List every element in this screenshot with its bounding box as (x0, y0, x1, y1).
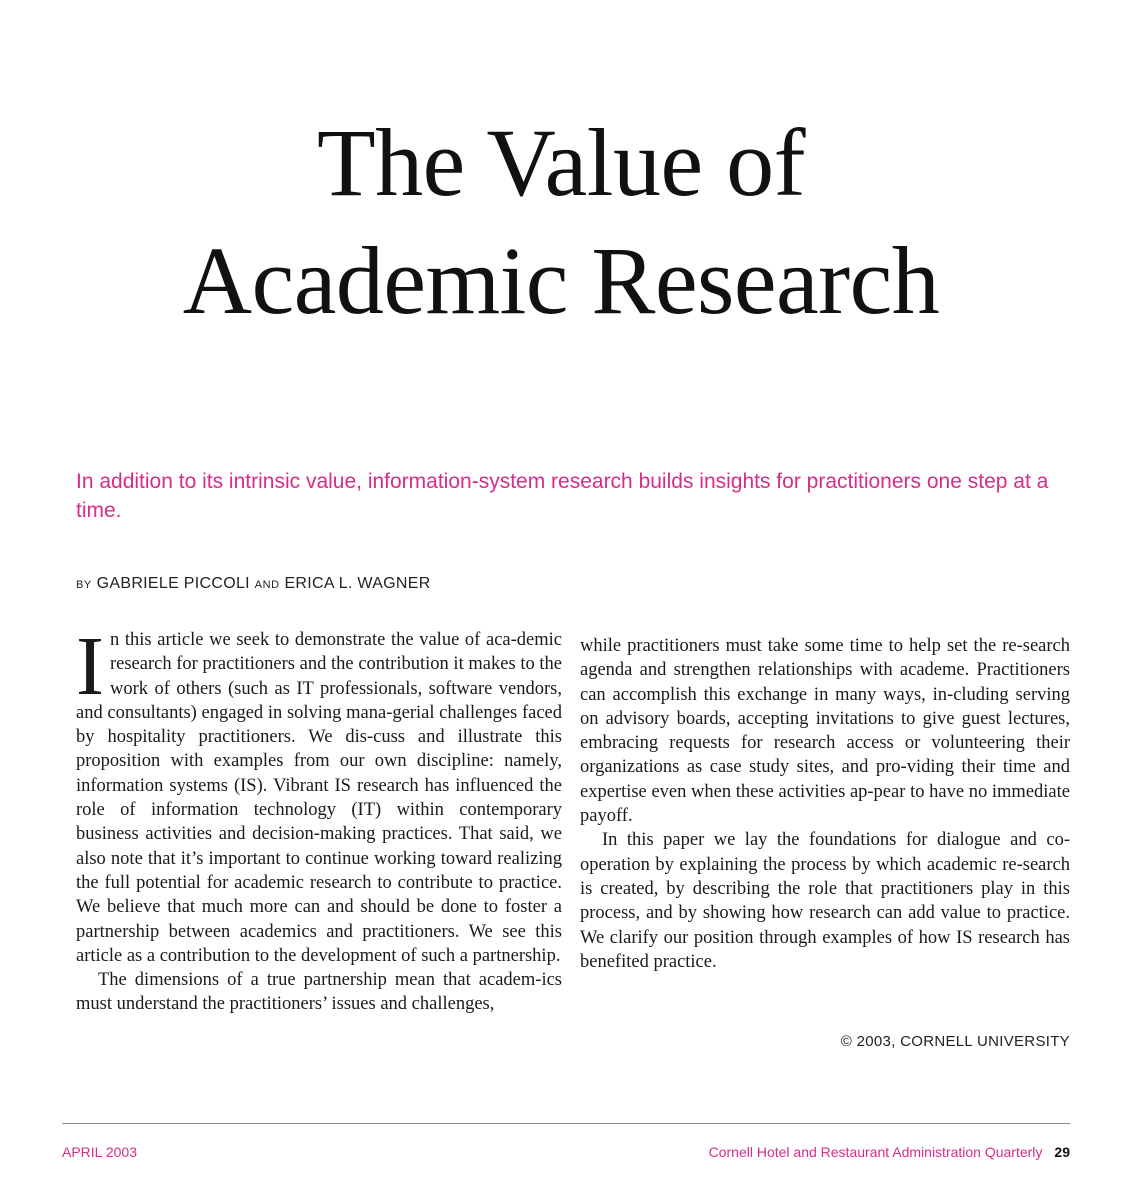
byline-author-1: GABRIELE PICCOLI (96, 575, 250, 592)
body-paragraph-1-text: n this article we seek to demonstrate the value of aca-demic research for practitioners and the contribution it makes to the work of others (such as IT professionals, software vendors, and consultants) engaged in solving mana-gerial challenges faced by hospitality practitioners. We dis-cuss and illustrate this proposition with examples from our own discipline: namely, information systems (IS). Vibrant IS research has influenced the role of information technology (IT) within contemporary business activities and decision-making practices. That said, we also note that it’s important to continue working toward realizing the full potential for academic research to contribute to practice. We believe that much more can and should be done to foster a partnership between academics and practitioners. We see this article as a contribution to the development of such a partnership. (76, 630, 562, 966)
body-paragraph-1 (76, 620, 562, 968)
body-paragraph-3: In this paper we lay the foundations for dialogue and co-operation by explaining the process by which academic re-search is created, by describing the role that practitioners play in this process, and by showing how research can add value to practice. We clarify our position through examples of how IS research has benefited practice. (580, 830, 1070, 972)
title-line-2: Academic Research (182, 227, 940, 334)
article-title (0, 104, 1122, 340)
byline-and: AND (254, 579, 280, 591)
footer-date: APRIL 2003 (62, 1144, 137, 1160)
body-column-right (580, 634, 1070, 974)
body-paragraph-2: The dimensions of a true partnership mean that academ-ics must understand the practitioners’ issues and challenges, (76, 970, 562, 1015)
footer-journal-info (709, 1144, 1070, 1160)
title-line-1: The Value of (316, 109, 806, 216)
byline-author-2: ERICA L. WAGNER (284, 575, 431, 592)
page-number: 29 (1054, 1144, 1070, 1160)
byline (76, 575, 431, 593)
byline-by: BY (76, 579, 92, 591)
article-deck: In addition to its intrinsic value, information-system research builds insights for practitioners one step at a time. (76, 470, 1049, 522)
footer-journal-name: Cornell Hotel and Restaurant Administration Quarterly (708, 1144, 1043, 1160)
body-column-left (76, 620, 562, 1017)
copyright-notice: © 2003, CORNELL UNIVERSITY (840, 1033, 1070, 1050)
body-paragraph-2-continued: while practitioners must take some time to help set the re-search agenda and strengthen relationships with academe. Practitioners can accomplish this exchange in many ways, in-cluding serving on advisory boards, accepting invitations to give guest lectures, embracing requests for research access or volunteering their organizations as case study sites, and pro-viding their time and expertise even when these activities ap-pear to have no immediate payoff. (580, 636, 1070, 827)
drop-cap: I (76, 620, 104, 713)
footer-divider (62, 1123, 1070, 1124)
